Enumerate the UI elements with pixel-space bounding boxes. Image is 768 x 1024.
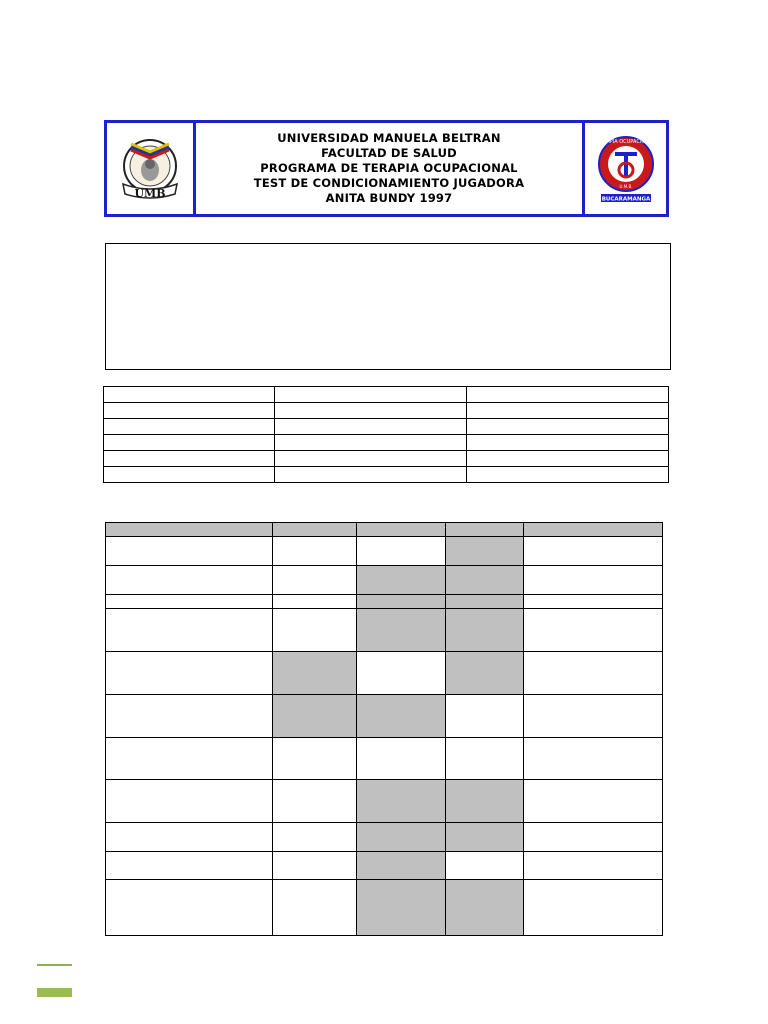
score-table-cell [106,738,273,780]
score-table-row [106,566,663,595]
score-table-shaded-cell [357,852,446,880]
info-table-cell [467,451,669,467]
header-title-line-test: TEST DE CONDICIONAMIENTO JUGADORA [253,176,525,190]
score-table-shaded-cell [446,652,524,695]
info-table-cell [104,435,275,451]
score-table-row [106,695,663,738]
info-table-row [104,403,669,419]
score-table-header-cell [357,523,446,537]
score-table-cell [524,880,663,936]
info-table-row [104,467,669,483]
score-table-header-cell [106,523,273,537]
score-table-shaded-cell [273,695,357,738]
notes-box [105,243,671,370]
score-table-cell [524,695,663,738]
info-table-cell [275,467,467,483]
score-table-shaded-cell [446,823,524,852]
score-table-cell [273,823,357,852]
score-table-cell [524,595,663,609]
score-table-shaded-cell [446,537,524,566]
score-table-shaded-cell [446,609,524,652]
score-table-row [106,652,663,695]
score-table-cell [273,595,357,609]
score-table-cell [106,695,273,738]
score-table-shaded-cell [357,823,446,852]
score-table-shaded-cell [357,695,446,738]
footer-accent-line [37,964,72,966]
info-table-cell [104,451,275,467]
info-table-row [104,419,669,435]
info-table-cell [467,387,669,403]
score-table-shaded-cell [357,609,446,652]
score-table-cell [273,566,357,595]
score-table-header-row [106,523,663,537]
header-title-line-program: PROGRAMA DE TERAPIA OCUPACIONAL [260,161,518,175]
score-table [105,522,663,936]
umb-seal-icon [117,136,183,202]
info-table-cell [275,403,467,419]
info-table-cell [275,387,467,403]
footer-accent-box [37,988,72,997]
score-table-cell [524,823,663,852]
score-table-cell [106,852,273,880]
info-table-cell [467,419,669,435]
score-table-shaded-cell [446,595,524,609]
info-table [103,386,669,483]
score-table-row [106,823,663,852]
header-right-logo-cell [582,123,666,214]
score-table-cell [524,780,663,823]
document-header [104,120,669,217]
header-title-line-author: ANITA BUNDY 1997 [325,191,453,205]
score-table-cell [524,852,663,880]
score-table-cell [106,652,273,695]
info-table-cell [467,403,669,419]
score-table-shaded-cell [273,652,357,695]
score-table-cell [524,652,663,695]
score-table-cell [524,609,663,652]
score-table-shaded-cell [357,880,446,936]
score-table-cell [524,566,663,595]
info-table-cell [275,419,467,435]
score-table-cell [106,595,273,609]
score-table-header-cell [524,523,663,537]
info-table-row [104,435,669,451]
score-table-cell [446,695,524,738]
score-table-cell [273,852,357,880]
score-table-cell [446,738,524,780]
score-table-cell [357,738,446,780]
score-table-cell [106,566,273,595]
score-table-cell [273,880,357,936]
score-table-cell [357,652,446,695]
score-table-cell [273,537,357,566]
score-table-cell [357,537,446,566]
score-table-cell [106,537,273,566]
score-table-shaded-cell [446,880,524,936]
score-table-cell [524,537,663,566]
svg-text:BUCARAMANGA: BUCARAMANGA [601,196,650,202]
score-table-cell [446,852,524,880]
score-table-cell [106,880,273,936]
info-table-row [104,451,669,467]
svg-text:UMB: UMB [134,186,166,200]
score-table-cell [273,738,357,780]
header-title-block [196,123,582,214]
score-table-cell [106,780,273,823]
score-table-shaded-cell [357,566,446,595]
info-table-cell [104,419,275,435]
svg-text:U.M.B.: U.M.B. [619,183,632,189]
info-table-cell [467,467,669,483]
score-table-shaded-cell [446,780,524,823]
score-table-row [106,609,663,652]
score-table-cell [273,609,357,652]
svg-text:TERAPIA OCUPACIONAL: TERAPIA OCUPACIONAL [596,138,655,145]
info-table-cell [104,403,275,419]
header-title-line-university: UNIVERSIDAD MANUELA BELTRAN [277,131,501,145]
score-table-shaded-cell [357,780,446,823]
score-table-row [106,780,663,823]
score-table-shaded-cell [357,595,446,609]
score-table-row [106,595,663,609]
header-title-line-faculty: FACULTAD DE SALUD [321,146,457,160]
score-table-row [106,880,663,936]
info-table-cell [104,467,275,483]
score-table-shaded-cell [446,566,524,595]
score-table-row [106,852,663,880]
score-table-row [106,738,663,780]
info-table-cell [467,435,669,451]
score-table-header-cell [446,523,524,537]
info-table-cell [275,435,467,451]
terapia-ocupacional-seal-icon [593,134,659,204]
score-table-cell [273,780,357,823]
score-table-row [106,537,663,566]
score-table-header-cell [273,523,357,537]
header-left-logo-cell [107,123,196,214]
info-table-cell [104,387,275,403]
score-table-cell [106,609,273,652]
score-table-cell [106,823,273,852]
score-table-cell [524,738,663,780]
info-table-row [104,387,669,403]
info-table-cell [275,451,467,467]
